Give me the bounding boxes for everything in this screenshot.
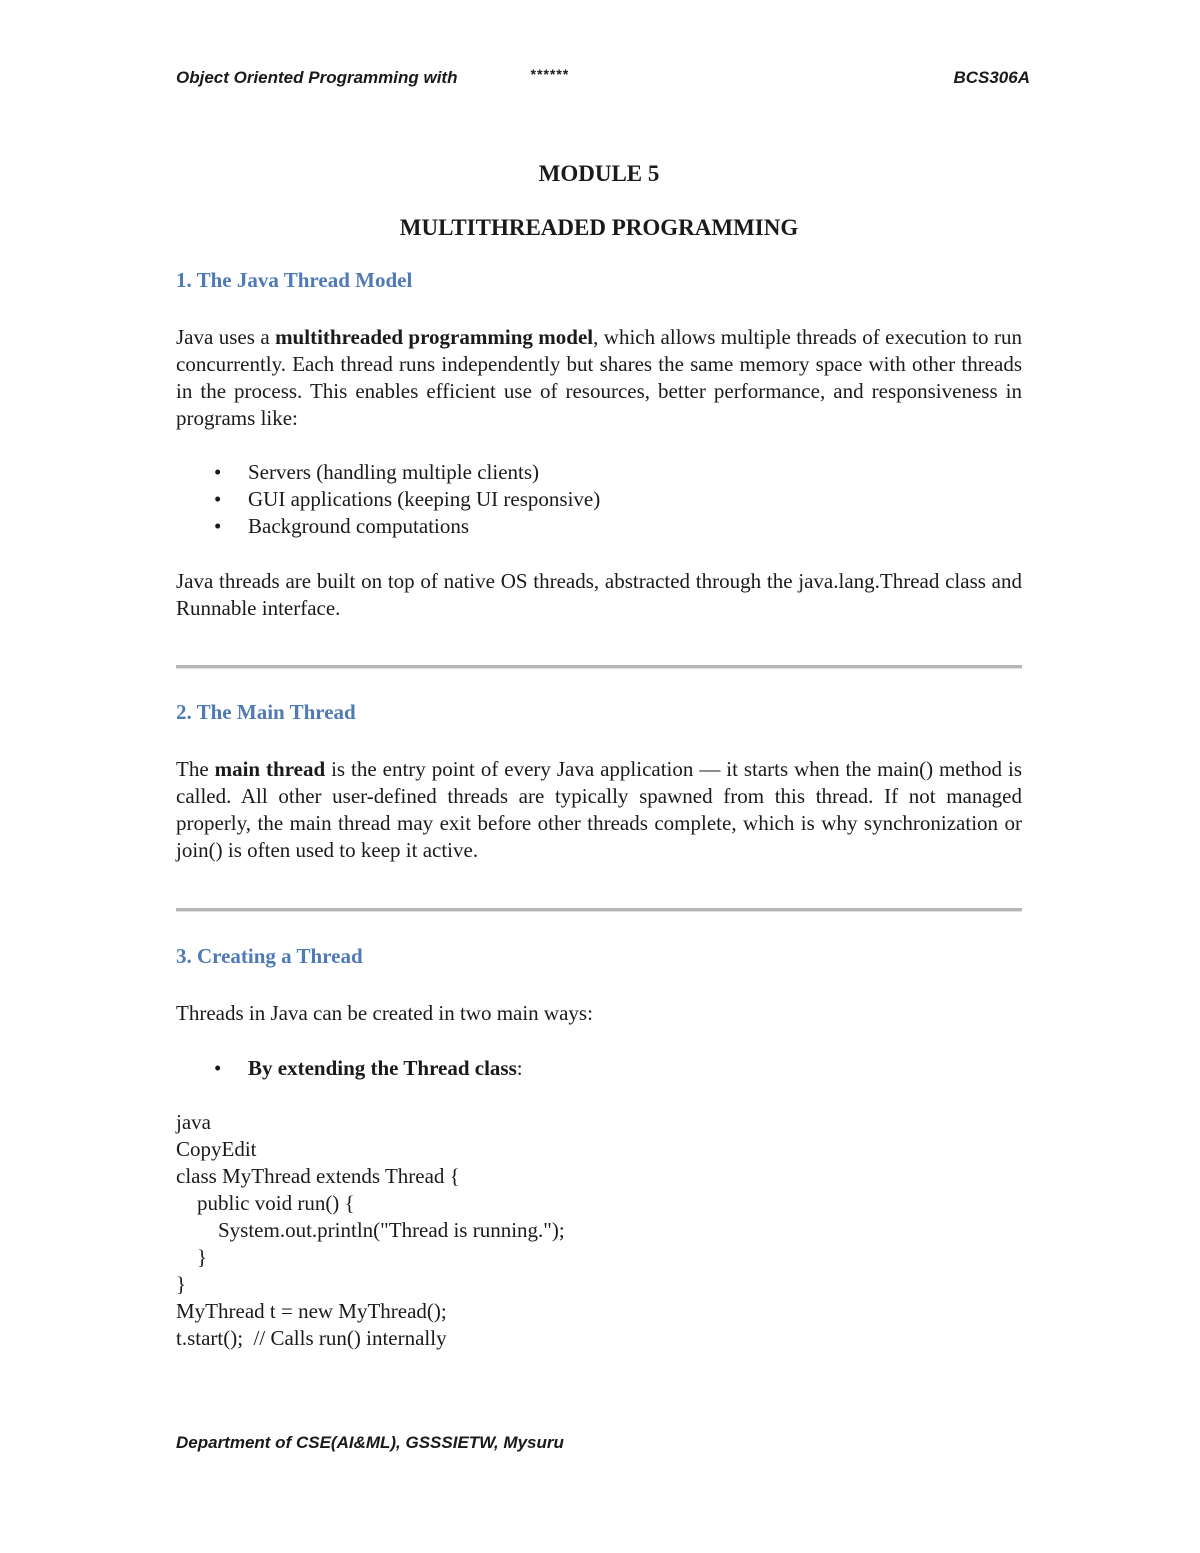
thread-model-paragraph — [176, 324, 1022, 432]
text-run: The — [176, 757, 215, 781]
bold-term: By extending the Thread class — [248, 1056, 517, 1080]
code-line: public void run() { — [176, 1191, 355, 1215]
code-example — [176, 1109, 1022, 1352]
code-line: } — [176, 1272, 187, 1296]
text-run: : — [516, 1056, 523, 1080]
text-run: is the entry point of every Java application — it starts when the main() method is called. All other user-defined threads are typically spawned from this thread. If not managed properly, the main thread may exit before other threads complete, which is why synchronization or join() is often used to keep it active. — [176, 757, 1022, 862]
header-placeholder: ****** — [530, 66, 569, 82]
main-thread-paragraph — [176, 756, 1022, 864]
section-heading-thread-model: 1. The Java Thread Model — [176, 268, 413, 292]
section-heading-main-thread: 2. The Main Thread — [176, 700, 356, 724]
module-title: MODULE 5 — [538, 161, 660, 186]
running-header — [176, 68, 1030, 94]
section-heading-creating-thread: 3. Creating a Thread — [176, 944, 363, 968]
header-course-title: Object Oriented Programming with — [176, 68, 458, 87]
module-subtitle: MULTITHREADED PROGRAMMING — [399, 215, 799, 240]
native-threads-paragraph: Java threads are built on top of native OS threads, abstracted through the java.lang.Thread class and Runnable interface. — [176, 569, 1022, 620]
list-item: • Servers (handling multiple clients) — [248, 459, 1022, 486]
code-line: class MyThread extends Thread { — [176, 1164, 460, 1188]
creating-thread-paragraph: Threads in Java can be created in two main ways: — [176, 1001, 593, 1025]
code-language-label: java — [176, 1110, 211, 1134]
bold-term: multithreaded programming model — [275, 325, 594, 349]
code-line: MyThread t = new MyThread(); — [176, 1299, 447, 1323]
copy-edit-label: CopyEdit — [176, 1137, 257, 1161]
use-case-list — [176, 459, 1022, 540]
bold-term: main thread — [214, 757, 326, 781]
page-content — [176, 160, 1022, 1352]
text-run: , which allows multiple threads of execution to run concurrently. Each thread runs independently but shares the same memory space with other threads in the process. This enables efficient use of resources, better performance, and responsiveness in programs like: — [176, 325, 1022, 430]
list-item: • Background computations — [248, 513, 1022, 540]
page-footer: Department of CSE(AI&ML), GSSSIETW, Mysuru — [176, 1433, 564, 1452]
creation-method-list — [176, 1055, 1022, 1082]
code-line: } — [176, 1245, 208, 1269]
header-course-code: BCS306A — [953, 68, 1030, 87]
code-line: System.out.println("Thread is running."); — [176, 1218, 565, 1242]
text-run: Java uses a — [176, 325, 276, 349]
list-item: • GUI applications (keeping UI responsive) — [248, 486, 1022, 513]
code-line: t.start(); // Calls run() internally — [176, 1326, 447, 1350]
list-item — [248, 1055, 1022, 1082]
